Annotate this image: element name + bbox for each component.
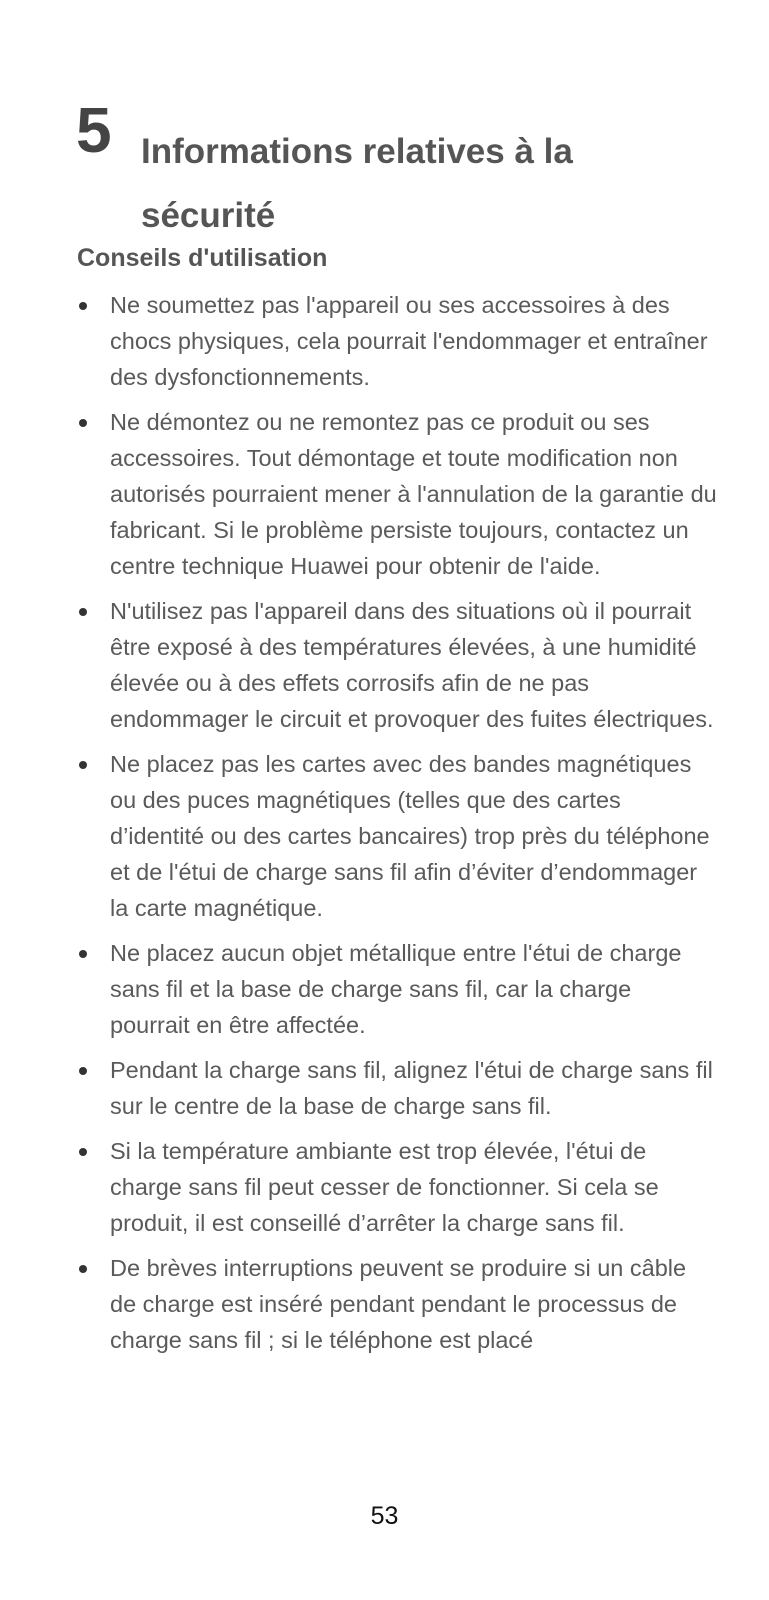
page-number: 53: [370, 1502, 399, 1530]
list-item: [77, 404, 717, 584]
list-item: [77, 1133, 717, 1241]
list-item-text: Ne placez pas les cartes avec des bandes magnétiques ou des puces magnétiques (telles que des cartes d’identité ou des cartes bancaires) trop près du téléphone et de l'étui de charge sans fil afin d’éviter d’endommager la carte magnétique.: [110, 751, 710, 921]
list-item: [77, 746, 717, 926]
list-item: [77, 1250, 717, 1358]
list-item-text: Ne soumettez pas l'appareil ou ses accessoires à des chocs physiques, cela pourrait l'endommager et entraîner des dysfonctionnements.: [110, 292, 708, 390]
chapter-number: 5: [76, 94, 112, 166]
list-item: [77, 935, 717, 1043]
safety-tips-list: [77, 287, 717, 1367]
list-item-text: N'utilisez pas l'appareil dans des situations où il pourrait être exposé à des températures élevées, à une humidité élevée ou à des effets corrosifs afin de ne pas endommager le circuit et provoquer des fuites électriques.: [110, 598, 714, 732]
list-item-text: Pendant la charge sans fil, alignez l'étui de charge sans fil sur le centre de la base de charge sans fil.: [110, 1057, 713, 1119]
list-item: [77, 1052, 717, 1124]
bullet-icon: [79, 950, 87, 958]
bullet-icon: [79, 1265, 87, 1273]
list-item-text: Ne placez aucun objet métallique entre l'étui de charge sans fil et la base de charge sans fil, car la charge pourrait en être affectée.: [110, 940, 682, 1038]
bullet-icon: [79, 419, 87, 427]
list-item-text: Ne démontez ou ne remontez pas ce produit ou ses accessoires. Tout démontage et toute modification non autorisés pourraient mener à l'annulation de la garantie du fabricant. Si le problème persiste toujours, contactez un centre technique Huawei pour obtenir de l'aide.: [110, 409, 717, 579]
list-item-text: Si la température ambiante est trop élevée, l'étui de charge sans fil peut cesser de fonctionner. Si cela se produit, il est conseillé d’arrêter la charge sans fil.: [110, 1138, 659, 1236]
list-item: [77, 287, 717, 395]
bullet-icon: [79, 302, 87, 310]
list-item: [77, 593, 717, 737]
bullet-icon: [79, 608, 87, 616]
chapter-title: Informations relatives à la sécurité: [141, 132, 573, 235]
bullet-icon: [79, 761, 87, 769]
section-heading: Conseils d'utilisation: [77, 244, 328, 272]
list-item-text: De brèves interruptions peuvent se produire si un câble de charge est inséré pendant pendant le processus de charge sans fil ; si le téléphone est placé: [110, 1255, 687, 1353]
bullet-icon: [79, 1148, 87, 1156]
bullet-icon: [79, 1067, 87, 1075]
